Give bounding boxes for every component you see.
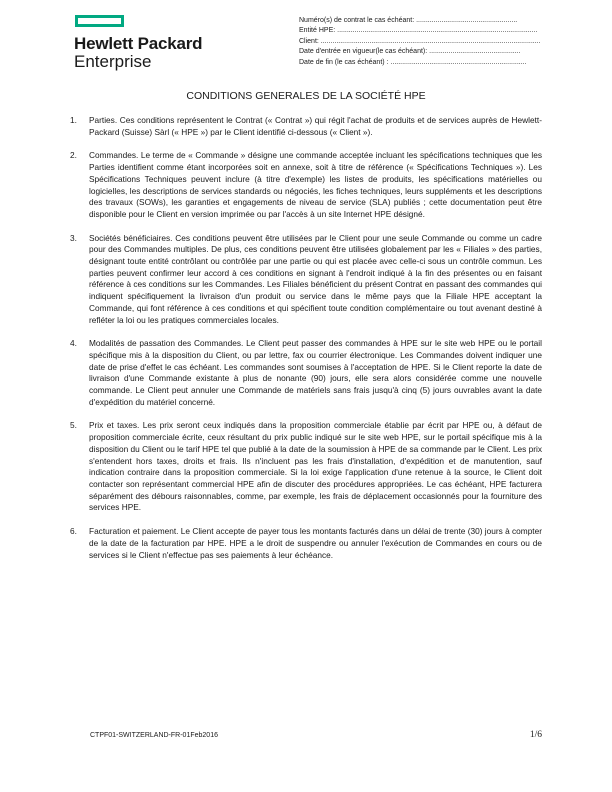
section-number: 5. [70,420,77,431]
client-field: Client: ................................................................................................................. [299,37,541,45]
section-item [70,420,542,514]
hpe-entity-field: Entité HPE: ....................................................................................................... [299,27,538,35]
document-title: CONDITIONS GENERALES DE LA SOCIÉTÉ HPE [186,90,426,102]
section-item [70,115,542,138]
brand-name-line1: Hewlett Packard [74,34,203,53]
document-code: CTPF01-SWITZERLAND-FR-01Feb2016 [90,732,218,739]
section-text: Prix et taxes. Les prix seront ceux indiqués dans la proposition commerciale établie par écrit par HPE ou, à défaut de proposition commerciale écrite, ceux résultant du prix public indiqué sur le site web HPE, sur le portail spécifique mis à la disposition du Client ou le tarif HPE tel que publié à la date de la soumission à HPE de sa commande par le Client. Les prix s'entendent hors taxes, droits et frais. Ils n'incluent pas les frais d'installation, d'expédition et de manutention, sauf indication contraire dans la proposition commerciale. Si la loi exige l'application d'une retenue à la source, le Client doit contacter son représentant commercial HPE afin de discuter des procédures appropriées. Le cas échéant, HPE facturera séparément des débours raisonnables, comme, par exemple, les frais de déplacement occasionnés pour la fourniture des services HPE. [89,420,542,513]
page-number: 1/6 [529,730,542,740]
end-date-field: Date de fin (le cas échéant) : ...................................................................... [299,58,527,66]
hpe-logo-mark [75,15,124,27]
brand-name-line2: Enterprise [74,52,152,71]
terms-sections [70,115,542,573]
section-text: Facturation et paiement. Le Client accepte de payer tous les montants facturés dans un délai de trente (30) jours à compter de la date de la facturation par HPE. HPE a le droit de suspendre ou annuler l'exécution de Commandes en cours ou de services si le Client n'effectue pas ses paiements à leur échéance. [89,526,542,560]
section-number: 2. [70,150,77,161]
section-item [70,233,542,327]
section-number: 4. [70,338,77,349]
section-number: 6. [70,526,77,537]
contract-header-fields [299,16,547,68]
section-item [70,338,542,408]
section-text: Commandes. Le terme de « Commande » désigne une commande acceptée incluant les spécifications techniques que les Parties identifient comme étant incorporées soit en annexe, soit à titre de référence (« Spécifications Techniques »). Les Spécifications Techniques peuvent inclure (à titre d'exemple) les listes de produits, les spécifications matérielles ou logicielles, les descriptions de services standards ou négociés, les fiches techniques, leurs suppléments et les descriptions des travaux (SOWs), les garanties et engagements de niveau de service (SLA) publiés ; cette documentation peut être disponible pour le Client en version imprimée ou par l'accès à un site Internet HPE désigné. [89,150,542,219]
section-item [70,150,542,220]
section-item [70,526,542,561]
section-number: 3. [70,232,77,243]
section-number: 1. [70,115,77,125]
section-text: Parties. Ces conditions représentent le Contrat (« Contrat ») qui régit l'achat de produits et de services auprès de Hewlett-Packard (Suisse) Sàrl (« HPE ») par le Client identifié ci-dessous (« Client »). [89,115,542,137]
section-text: Sociétés bénéficiaires. Ces conditions peuvent être utilisées par le Client pour une seule Commande ou comme un cadre pour des Commandes multiples. De plus, ces conditions peuvent être utilisées globalement par les « Filiales » des parties, désignant toute entité contrôlant ou contrôlée par une partie ou qui est placée avec celle-ci sous un contrôle commun. Les parties peuvent confirmer leur accord à ces conditions en signant à l'endroit indiqué à la fin des présentes ou en faisant référence à ces conditions sur les Commandes. Les Filiales bénéficient du présent Contrat en passant des commandes qui indiquent spécifiquement la livraison d'un produit ou service dans le même pays que la Filiale HPE acceptant la Commande, qui font référence à ces conditions et qui spécifient toute condition complémentaire ou tout avenant destiné à refléter la loi ou les pratiques commerciales locales. [89,232,542,325]
contract-number-field: Numéro(s) de contrat le cas échéant: .................................................... [299,17,518,24]
section-text: Modalités de passation des Commandes. Le Client peut passer des commandes à HPE sur le site web HPE ou le portail spécifique mis à la disposition du Client, ou par lettre, fax ou courrier électronique. Les Commandes doivent indiquer une date de prise d'effet le cas échéant. Les commandes sont soumises à l'acceptation de HPE. Si le Client reporte la date de livraison d'une Commande existante à plus de nonante (90) jours, elle sera alors considérée comme une nouvelle commande. Le Client peut annuler une Commande de matériels sans frais jusqu'à cinq (5) jours ouvrables avant la date d'expédition du matériel concerné. [89,338,542,407]
effective-date-field: Date d'entrée en vigueur(le cas échéant): ............................................... [299,48,521,56]
